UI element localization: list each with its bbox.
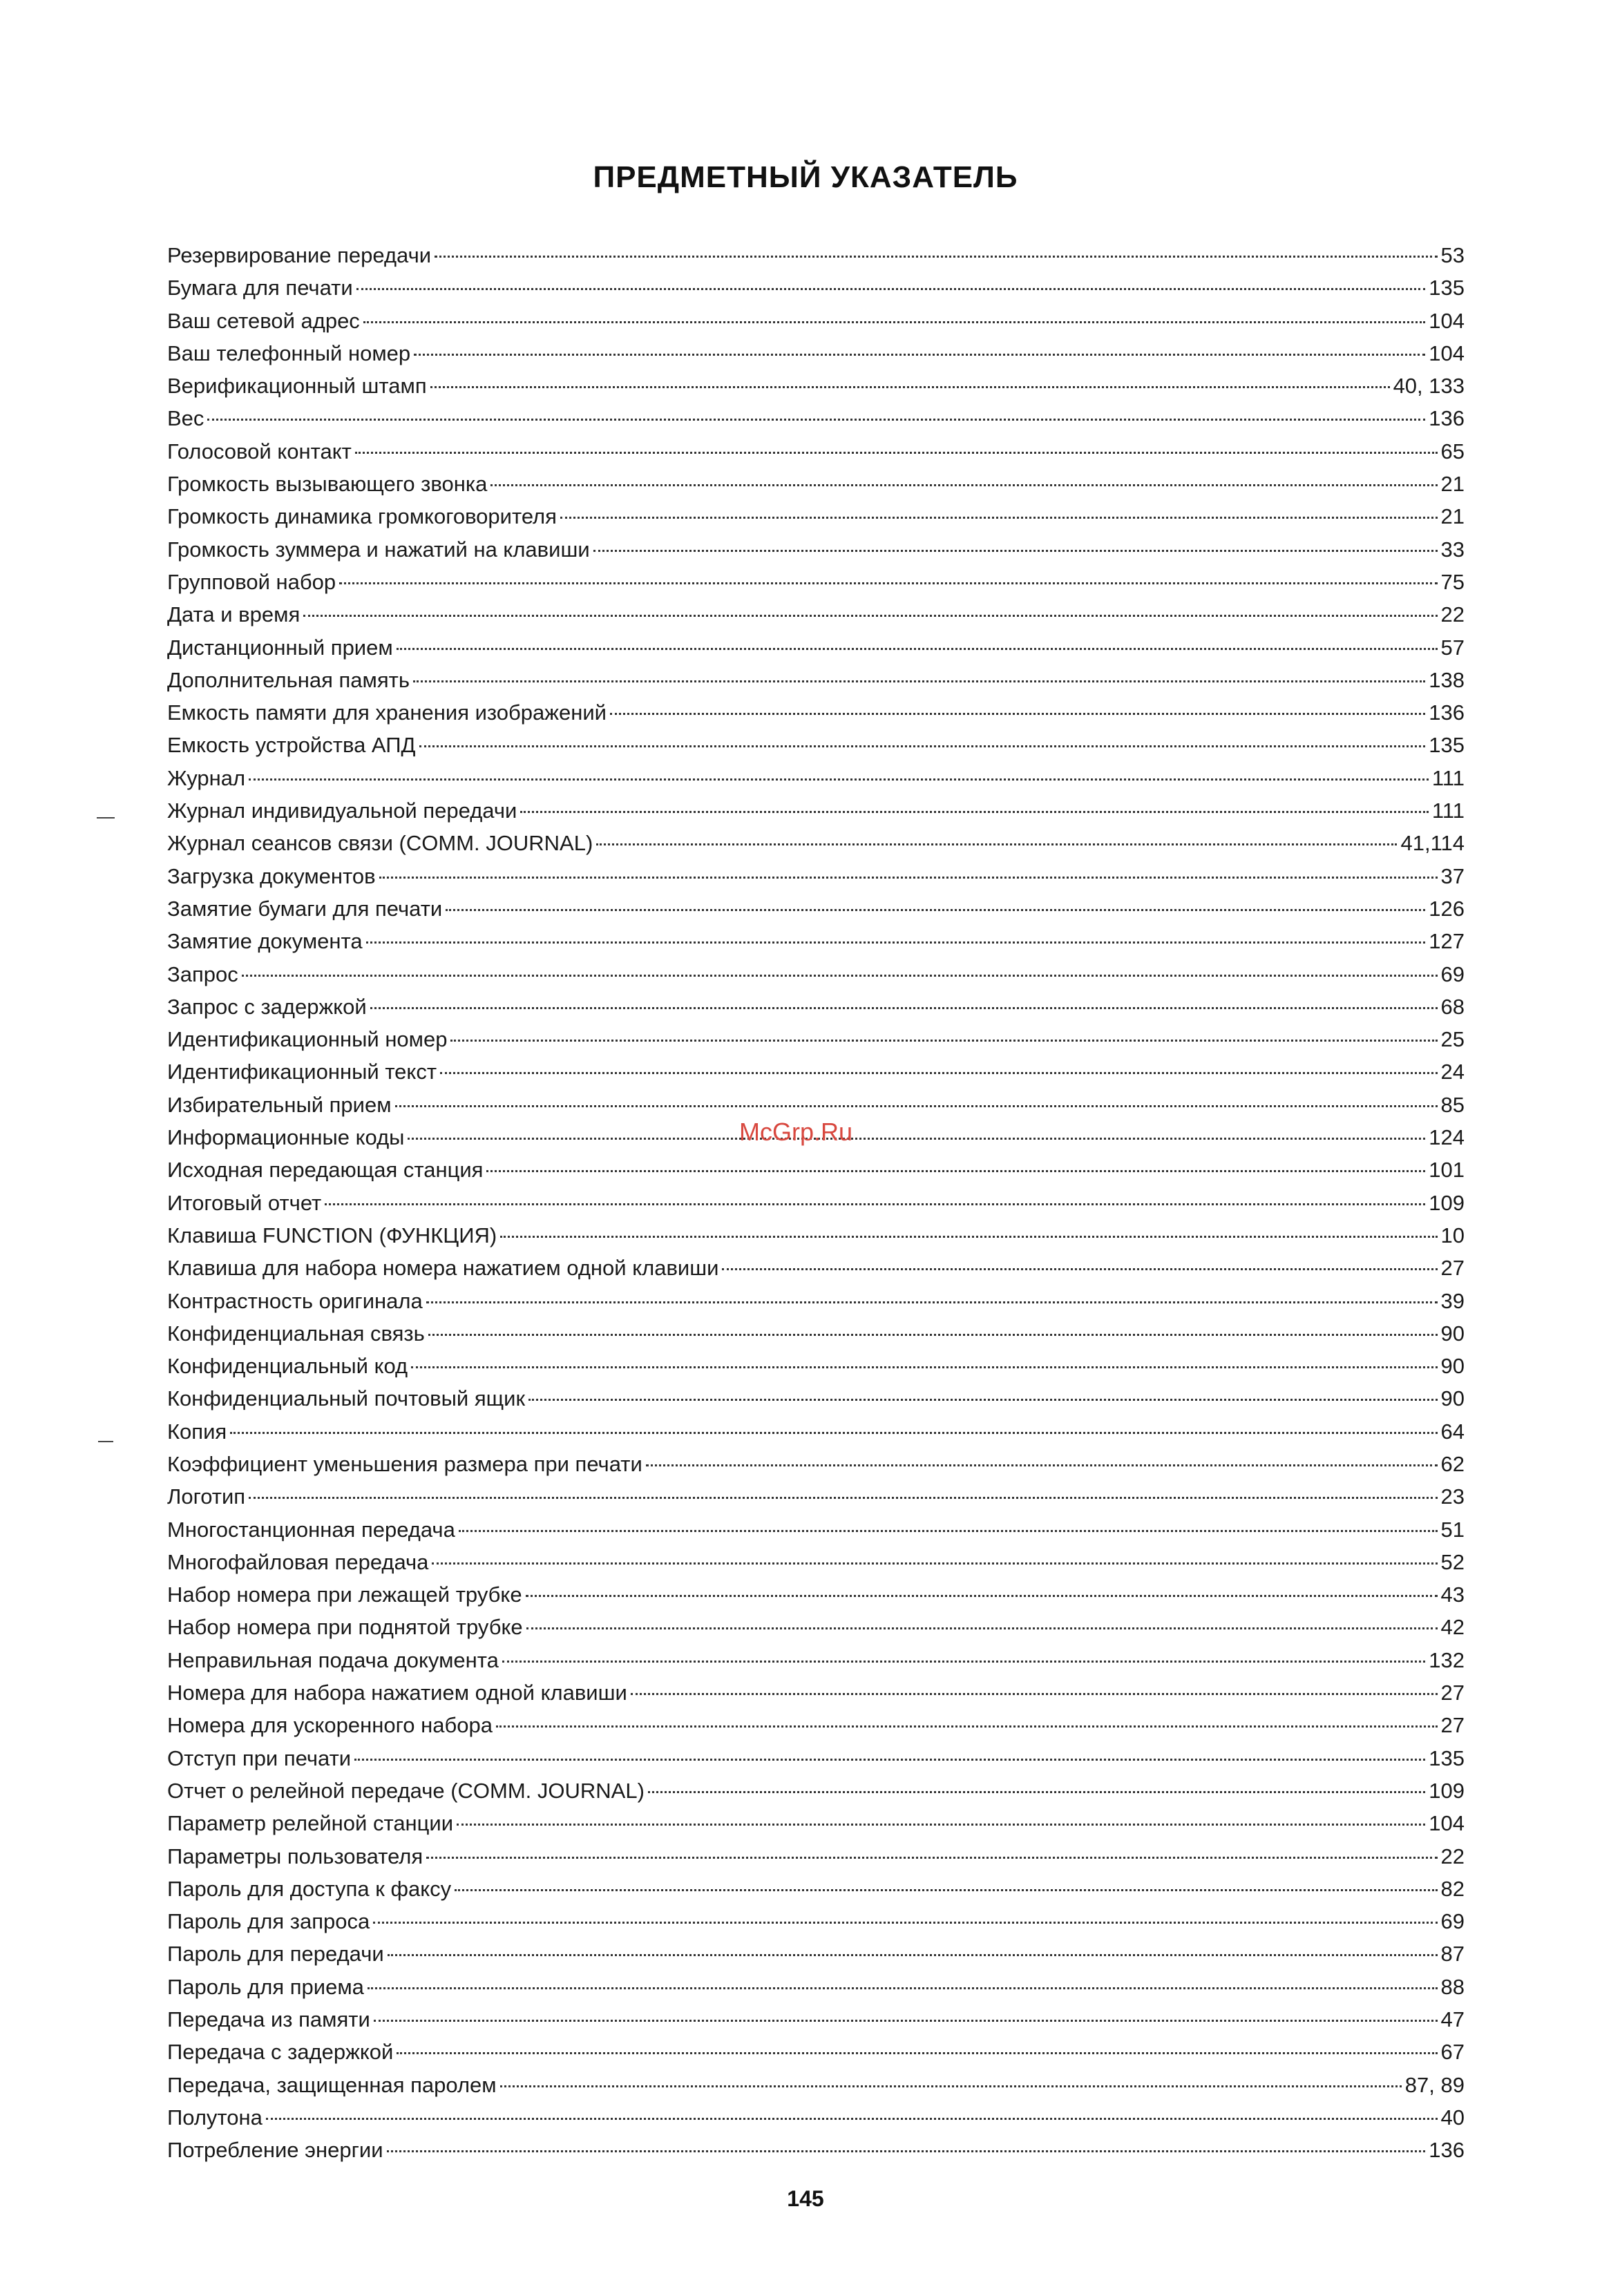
entry-pages: 65 (1440, 439, 1465, 463)
dot-leader (426, 1301, 1438, 1303)
dot-leader (486, 1170, 1425, 1172)
entry-pages: 111 (1431, 798, 1465, 823)
index-entry (167, 598, 1465, 631)
dot-leader (397, 2052, 1437, 2054)
entry-pages: 101 (1429, 1158, 1465, 1183)
index-entry (167, 305, 1465, 337)
dot-leader (408, 1138, 1425, 1140)
entry-term: Замятие документа (167, 929, 363, 954)
index-entry (167, 468, 1465, 500)
dot-leader (363, 321, 1425, 323)
dot-leader (413, 680, 1425, 682)
dot-leader (455, 1889, 1437, 1891)
dot-leader (356, 288, 1426, 290)
entry-term: Громкость вызывающего звонка (167, 472, 488, 497)
entry-term: Дополнительная память (167, 667, 410, 692)
index-entry (167, 1905, 1465, 1938)
index-entry (167, 1350, 1465, 1382)
entry-term: Ваш сетевой адрес (167, 308, 360, 333)
index-entry (167, 1187, 1465, 1219)
dot-leader (496, 1725, 1438, 1728)
index-entry (167, 1285, 1465, 1317)
entry-pages: 135 (1429, 1745, 1465, 1770)
index-entry (167, 762, 1465, 794)
entry-term: Загрузка документов (167, 863, 376, 888)
scan-mark (98, 1441, 113, 1442)
entry-term: Запрос (167, 962, 238, 986)
index-entry (167, 1415, 1465, 1448)
dot-leader (379, 877, 1438, 879)
page-number: 145 (787, 2186, 824, 2211)
entry-term: Номера для набора нажатием одной клавиши (167, 1681, 627, 1705)
entry-pages: 25 (1440, 1027, 1465, 1052)
entry-term: Избирательный прием (167, 1092, 392, 1117)
entry-pages: 42 (1440, 1615, 1465, 1640)
entry-term: Информационные коды (167, 1125, 405, 1150)
entry-term: Клавиша FUNCTION (ФУНКЦИЯ) (167, 1223, 497, 1247)
dot-leader (430, 386, 1390, 388)
index-entry (167, 827, 1465, 859)
entry-pages: 52 (1440, 1549, 1465, 1574)
index-entry (167, 1089, 1465, 1121)
index-entry (167, 1644, 1465, 1676)
index-entry (167, 1742, 1465, 1774)
entry-pages: 82 (1440, 1876, 1465, 1901)
entry-term: Групповой набор (167, 569, 336, 594)
entry-pages: 64 (1440, 1419, 1465, 1444)
entry-pages: 40 (1440, 2105, 1465, 2130)
entry-term: Исходная передающая станция (167, 1158, 484, 1183)
entry-pages: 27 (1440, 1713, 1465, 1738)
index-entry (167, 925, 1465, 957)
entry-term: Клавиша для набора номера нажатием одной клавиши (167, 1256, 719, 1281)
entry-pages: 90 (1440, 1386, 1465, 1411)
entry-pages: 135 (1429, 276, 1465, 300)
index-entry (167, 1938, 1465, 1970)
entry-pages: 47 (1440, 2007, 1465, 2032)
dot-leader (373, 1922, 1437, 1924)
dot-leader (610, 713, 1425, 715)
entry-pages: 135 (1429, 733, 1465, 758)
entry-pages: 75 (1440, 569, 1465, 594)
index-entry (167, 1448, 1465, 1480)
index-entry (167, 2036, 1465, 2068)
scan-mark (97, 817, 115, 819)
index-entry (167, 1154, 1465, 1186)
dot-leader (648, 1791, 1425, 1793)
entry-pages: 41,114 (1400, 831, 1465, 856)
entry-term: Отчет о релейной передаче (COMM. JOURNAL) (167, 1778, 645, 1803)
entry-pages: 67 (1440, 2040, 1465, 2065)
index-entry (167, 1219, 1465, 1252)
index-entry (167, 631, 1465, 664)
entry-pages: 138 (1429, 667, 1465, 692)
entry-term: Параметр релейной станции (167, 1811, 454, 1836)
dot-leader (355, 452, 1438, 454)
dot-leader (388, 1954, 1438, 1956)
entry-term: Конфиденциальная связь (167, 1321, 425, 1346)
index-entry (167, 271, 1465, 304)
index-entry (167, 2134, 1465, 2166)
dot-leader (395, 1105, 1438, 1107)
dot-leader (397, 648, 1438, 650)
entry-term: Передача из памяти (167, 2007, 370, 2032)
dot-leader (432, 1562, 1437, 1565)
entry-term: Ваш телефонный номер (167, 341, 411, 365)
index-entry (167, 1676, 1465, 1709)
entry-pages: 53 (1440, 243, 1465, 267)
dot-leader (722, 1268, 1437, 1270)
entry-pages: 88 (1440, 1974, 1465, 1999)
dot-leader (249, 778, 1429, 781)
dot-leader (242, 975, 1438, 977)
entry-term: Параметры пользователя (167, 1844, 423, 1868)
dot-leader (526, 1627, 1438, 1629)
dot-leader (374, 2020, 1438, 2022)
entry-pages: 109 (1429, 1778, 1465, 1803)
index-entry (167, 2101, 1465, 2134)
entry-pages: 90 (1440, 1354, 1465, 1379)
index-entry (167, 1252, 1465, 1284)
entry-term: Набор номера при поднятой трубке (167, 1615, 523, 1640)
index-list (167, 239, 1465, 2167)
dot-leader (387, 2150, 1426, 2152)
index-entry (167, 500, 1465, 533)
watermark: McGrp.Ru (739, 1118, 853, 1146)
entry-term: Пароль для передачи (167, 1942, 384, 1967)
entry-term: Бумага для печати (167, 276, 353, 300)
entry-pages: 124 (1429, 1125, 1465, 1150)
entry-term: Журнал (167, 765, 246, 790)
entry-term: Номера для ускоренного набора (167, 1713, 493, 1738)
entry-term: Громкость динамика громкоговорителя (167, 504, 557, 529)
entry-pages: 23 (1440, 1484, 1465, 1509)
entry-term: Запрос с задержкой (167, 994, 367, 1019)
entry-term: Голосовой контакт (167, 439, 352, 463)
dot-leader (325, 1203, 1425, 1205)
entry-term: Верификационный штамп (167, 374, 427, 399)
entry-pages: 43 (1440, 1582, 1465, 1607)
index-entry (167, 1807, 1465, 1839)
index-entry (167, 794, 1465, 827)
index-entry (167, 1513, 1465, 1546)
entry-term: Конфиденциальный почтовый ящик (167, 1386, 526, 1411)
entry-pages: 68 (1440, 994, 1465, 1019)
page-title: ПРЕДМЕТНЫЙ УКАЗАТЕЛЬ (593, 160, 1018, 194)
entry-pages: 87 (1440, 1942, 1465, 1967)
index-entry (167, 1611, 1465, 1643)
dot-leader (303, 615, 1437, 617)
entry-pages: 39 (1440, 1288, 1465, 1313)
entry-term: Журнал индивидуальной передачи (167, 798, 517, 823)
entry-term: Копия (167, 1419, 227, 1444)
dot-leader (560, 517, 1438, 519)
entry-pages: 10 (1440, 1223, 1465, 1247)
entry-pages: 111 (1431, 765, 1465, 790)
entry-term: Конфиденциальный код (167, 1354, 408, 1379)
entry-term: Емкость памяти для хранения изображений (167, 700, 607, 725)
entry-pages: 21 (1440, 472, 1465, 497)
dot-leader (207, 419, 1425, 421)
entry-term: Коэффициент уменьшения размера при печати (167, 1451, 642, 1476)
entry-term: Журнал сеансов связи (COMM. JOURNAL) (167, 831, 593, 856)
dot-leader (500, 1236, 1437, 1238)
index-entry (167, 1546, 1465, 1578)
entry-term: Передача, защищенная паролем (167, 2072, 497, 2097)
index-entry (167, 2069, 1465, 2101)
entry-pages: 132 (1429, 1647, 1465, 1672)
entry-pages: 109 (1429, 1190, 1465, 1215)
dot-leader (450, 1040, 1437, 1042)
entry-pages: 22 (1440, 1844, 1465, 1868)
index-entry (167, 1317, 1465, 1350)
entry-pages: 22 (1440, 602, 1465, 627)
dot-leader (440, 1072, 1438, 1074)
entry-term: Замятие бумаги для печати (167, 896, 443, 921)
dot-leader (419, 745, 1426, 747)
entry-pages: 40, 133 (1393, 374, 1465, 399)
dot-leader (428, 1334, 1438, 1336)
entry-pages: 127 (1429, 929, 1465, 954)
entry-pages: 136 (1429, 700, 1465, 725)
index-entry (167, 1382, 1465, 1415)
entry-pages: 136 (1429, 406, 1465, 431)
entry-pages: 85 (1440, 1092, 1465, 1117)
entry-pages: 57 (1440, 635, 1465, 660)
index-entry (167, 958, 1465, 991)
dot-leader (426, 1857, 1437, 1859)
index-entry (167, 860, 1465, 892)
dot-leader (249, 1497, 1437, 1499)
index-entry (167, 533, 1465, 566)
entry-term: Логотип (167, 1484, 246, 1509)
dot-leader (230, 1432, 1437, 1434)
index-entry (167, 1840, 1465, 1873)
entry-term: Многостанционная передача (167, 1517, 455, 1542)
dot-leader (631, 1693, 1438, 1695)
index-entry (167, 892, 1465, 925)
index-entry (167, 729, 1465, 761)
dot-leader (370, 1007, 1438, 1009)
entry-pages: 37 (1440, 863, 1465, 888)
dot-leader (366, 941, 1426, 944)
dot-leader (414, 354, 1425, 356)
entry-term: Пароль для запроса (167, 1909, 370, 1934)
index-entry (167, 402, 1465, 434)
index-entry (167, 1873, 1465, 1905)
entry-pages: 24 (1440, 1060, 1465, 1084)
entry-term: Пароль для доступа к факсу (167, 1876, 452, 1901)
entry-pages: 136 (1429, 2138, 1465, 2163)
entry-pages: 51 (1440, 1517, 1465, 1542)
entry-term: Набор номера при лежащей трубке (167, 1582, 522, 1607)
entry-term: Емкость устройства АПД (167, 733, 416, 758)
entry-pages: 69 (1440, 1909, 1465, 1934)
index-entry (167, 370, 1465, 402)
index-entry (167, 664, 1465, 696)
dot-leader (520, 811, 1429, 813)
entry-pages: 27 (1440, 1256, 1465, 1281)
entry-term: Громкость зуммера и нажатий на клавиши (167, 537, 590, 562)
entry-term: Резервирование передачи (167, 243, 432, 267)
index-entry (167, 1971, 1465, 2003)
entry-pages: 87, 89 (1404, 2072, 1465, 2097)
dot-leader (526, 1595, 1438, 1597)
dot-leader (528, 1399, 1438, 1401)
dot-leader (435, 256, 1437, 258)
index-entry (167, 1709, 1465, 1741)
entry-pages: 33 (1440, 537, 1465, 562)
dot-leader (411, 1366, 1437, 1368)
entry-term: Дистанционный прием (167, 635, 393, 660)
entry-pages: 104 (1429, 308, 1465, 333)
entry-term: Итоговый отчет (167, 1190, 322, 1215)
index-entry (167, 696, 1465, 729)
dot-leader (446, 909, 1425, 911)
entry-pages: 27 (1440, 1681, 1465, 1705)
dot-leader (500, 2085, 1402, 2087)
index-entry (167, 1774, 1465, 1807)
entry-term: Дата и время (167, 602, 301, 627)
entry-pages: 21 (1440, 504, 1465, 529)
entry-term: Пароль для приема (167, 1974, 364, 1999)
index-entry (167, 1480, 1465, 1513)
index-entry (167, 239, 1465, 271)
entry-term: Потребление энергии (167, 2138, 383, 2163)
dot-leader (457, 1824, 1425, 1826)
dot-leader (502, 1661, 1425, 1663)
entry-term: Контрастность оригинала (167, 1288, 423, 1313)
entry-pages: 90 (1440, 1321, 1465, 1346)
index-entry (167, 337, 1465, 370)
index-entry (167, 2003, 1465, 2036)
dot-leader (593, 550, 1438, 552)
dot-leader (354, 1759, 1425, 1761)
index-entry (167, 1023, 1465, 1055)
entry-term: Многофайловая передача (167, 1549, 429, 1574)
index-entry (167, 435, 1465, 468)
entry-term: Отступ при печати (167, 1745, 352, 1770)
dot-leader (646, 1464, 1438, 1466)
dot-leader (266, 2118, 1438, 2120)
dot-leader (459, 1530, 1438, 1532)
dot-leader (490, 484, 1437, 486)
entry-pages: 104 (1429, 1811, 1465, 1836)
index-entry (167, 1055, 1465, 1088)
entry-pages: 69 (1440, 962, 1465, 986)
entry-pages: 104 (1429, 341, 1465, 365)
entry-pages: 126 (1429, 896, 1465, 921)
index-entry (167, 566, 1465, 598)
dot-leader (596, 843, 1397, 845)
index-entry (167, 991, 1465, 1023)
dot-leader (339, 582, 1437, 584)
entry-pages: 62 (1440, 1451, 1465, 1476)
entry-term: Неправильная подача документа (167, 1647, 499, 1672)
entry-term: Передача с задержкой (167, 2040, 394, 2065)
entry-term: Идентификационный номер (167, 1027, 448, 1052)
entry-term: Вес (167, 406, 204, 431)
index-entry (167, 1578, 1465, 1611)
entry-term: Идентификационный текст (167, 1060, 437, 1084)
entry-term: Полутона (167, 2105, 263, 2130)
dot-leader (368, 1987, 1438, 1989)
